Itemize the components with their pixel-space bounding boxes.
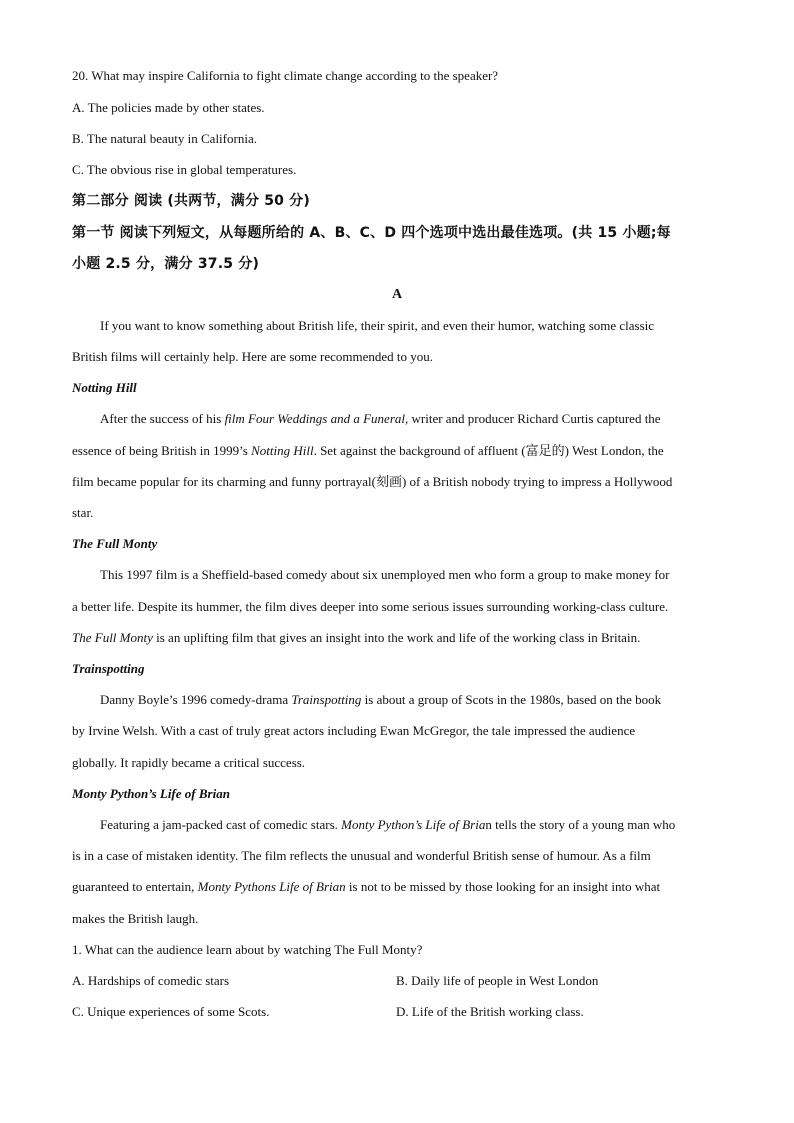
section-instruction-line1: 第一节 阅读下列短文，从每题所给的 A、B、C、D 四个选项中选出最佳选项。(共 15 小题;每: [72, 225, 671, 241]
life-of-brian-line-1: Featuring a jam-packed cast of comedic stars. Monty Python’s Life of Brian tells the story of a young man who: [100, 817, 676, 832]
trainspotting-line-3: globally. It rapidly became a critical success.: [72, 755, 306, 770]
question-1-stem: 1. What can the audience learn about by watching The Full Monty?: [72, 942, 423, 957]
film-title-trainspotting: Trainspotting: [72, 661, 145, 676]
film-title-life-of-brian: Monty Python’s Life of Brian: [72, 786, 230, 801]
full-monty-line-1: This 1997 film is a Sheffield-based comedy about six unemployed men who form a group to make money for: [100, 567, 670, 582]
passage-label: A: [391, 287, 403, 302]
film-title-full-monty: The Full Monty: [72, 536, 158, 551]
full-monty-line-3: The Full Monty is an uplifting film that gives an insight into the work and life of the working class in Britain.: [72, 630, 641, 645]
question-20-option-b: B. The natural beauty in California.: [72, 131, 257, 146]
trainspotting-line-1: Danny Boyle’s 1996 comedy-drama Trainspotting is about a group of Scots in the 1980s, based on the book: [100, 692, 662, 707]
notting-hill-line-4: star.: [72, 505, 94, 520]
question-1-option-c: C. Unique experiences of some Scots.: [72, 1004, 270, 1019]
section-heading-part2: 第二部分 阅读 (共两节，满分 50 分): [72, 193, 310, 209]
question-1-option-b: B. Daily life of people in West London: [396, 973, 599, 988]
question-20-option-c: C. The obvious rise in global temperatures.: [72, 162, 297, 177]
film-title-notting-hill: Notting Hill: [72, 380, 137, 395]
intro-line-2: British films will certainly help. Here are some recommended to you.: [72, 349, 434, 364]
notting-hill-line-1: After the success of his film Four Weddings and a Funeral, writer and producer Richard Curtis captured the: [100, 411, 661, 426]
life-of-brian-line-4: makes the British laugh.: [72, 911, 199, 926]
full-monty-line-2: a better life. Despite its hummer, the film dives deeper into some serious issues surrounding working-class culture.: [72, 599, 669, 614]
life-of-brian-line-3: guaranteed to entertain, Monty Pythons Life of Brian is not to be missed by those looking for an insight into what: [72, 879, 661, 894]
life-of-brian-line-2: is in a case of mistaken identity. The film reflects the unusual and wonderful British sense of humour. As a film: [72, 848, 651, 863]
notting-hill-line-2: essence of being British in 1999’s Notting Hill. Set against the background of affluent (富足的) West London, the: [72, 443, 664, 458]
question-20-stem: 20. What may inspire California to fight climate change according to the speaker?: [72, 68, 499, 83]
question-1-option-d: D. Life of the British working class.: [396, 1004, 584, 1019]
intro-line-1: If you want to know something about British life, their spirit, and even their humor, watching some classic: [100, 318, 655, 333]
question-20-option-a: A. The policies made by other states.: [72, 100, 265, 115]
question-1-option-a: A. Hardships of comedic stars: [72, 973, 230, 988]
trainspotting-line-2: by Irvine Welsh. With a cast of truly great actors including Ewan McGregor, the tale impressed the audience: [72, 723, 636, 738]
notting-hill-line-3: film became popular for its charming and funny portrayal(刻画) of a British nobody trying to impress a Hollywood: [72, 474, 673, 489]
section-instruction-line2: 小题 2.5 分，满分 37.5 分): [72, 256, 260, 272]
